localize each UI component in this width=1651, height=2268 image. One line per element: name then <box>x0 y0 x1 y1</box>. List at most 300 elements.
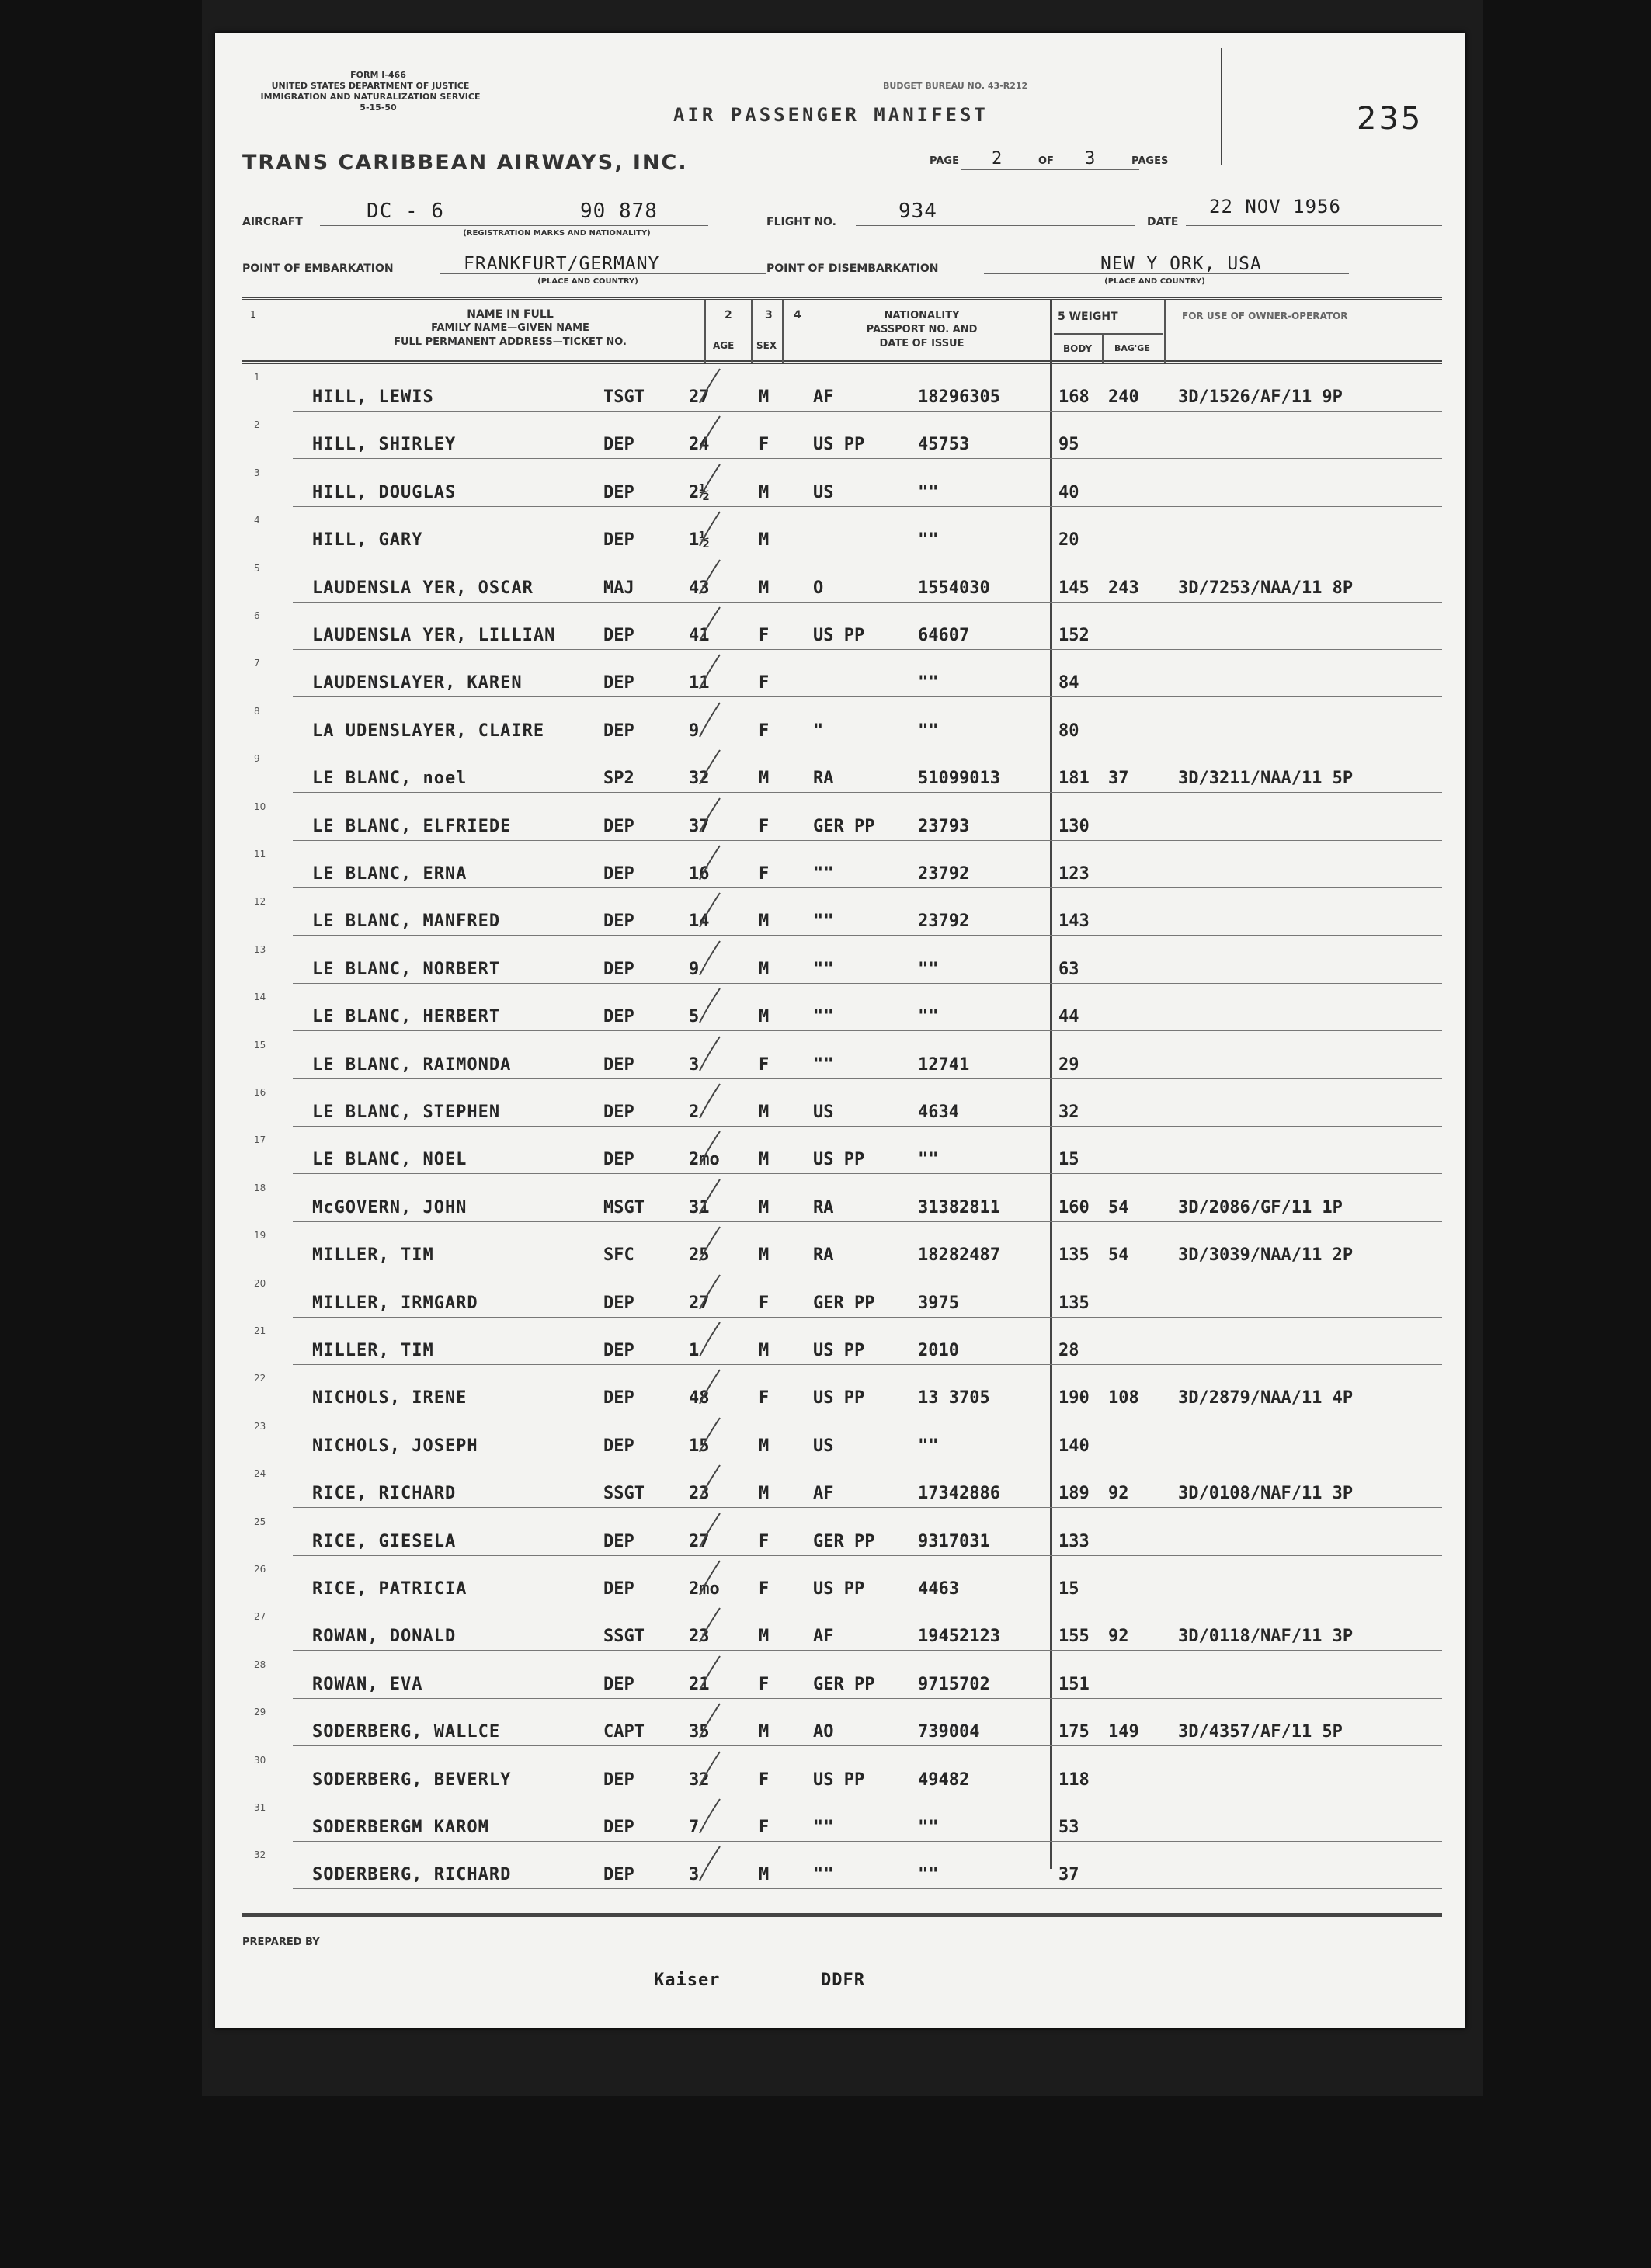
passenger-row <box>215 798 1442 846</box>
body-weight: 28 <box>1058 1341 1079 1360</box>
passenger-passport: 1554030 <box>918 578 990 598</box>
passenger-row <box>215 464 1442 512</box>
passenger-rank: DEP <box>603 673 634 693</box>
row-number: 1 <box>254 372 260 383</box>
passenger-age: 31 <box>689 1197 710 1217</box>
passenger-sex: F <box>759 435 770 455</box>
body-weight: 140 <box>1058 1436 1090 1456</box>
passenger-row <box>215 1275 1442 1322</box>
baggage-weight: 54 <box>1108 1245 1129 1266</box>
col4-l2: PASSPORT NO. AND <box>866 324 978 335</box>
body-weight: 145 <box>1058 578 1090 598</box>
passenger-nationality: "" <box>813 864 834 884</box>
passenger-row <box>215 655 1442 702</box>
passenger-passport: 18296305 <box>918 387 1000 407</box>
passenger-row <box>215 1418 1442 1465</box>
passenger-nationality: O <box>813 578 824 598</box>
passenger-rank: DEP <box>603 1007 634 1027</box>
passenger-name: SODERBERG, RICHARD <box>312 1865 512 1885</box>
body-weight: 63 <box>1058 959 1079 979</box>
passenger-age: 25 <box>689 1245 710 1266</box>
passenger-name: HILL, DOUGLAS <box>312 482 457 502</box>
passenger-row <box>215 560 1442 607</box>
body-weight: 29 <box>1058 1054 1079 1075</box>
col2-age: AGE <box>713 340 735 351</box>
disembarkation-underline <box>984 273 1349 274</box>
passenger-rank: DEP <box>603 1293 634 1313</box>
passenger-age: 27 <box>689 387 710 407</box>
passenger-row <box>215 1037 1442 1084</box>
col4-l3: DATE OF ISSUE <box>879 338 965 349</box>
passenger-name: LA UDENSLAYER, CLAIRE <box>312 721 545 741</box>
passenger-nationality: US PP <box>813 1770 865 1790</box>
passenger-row <box>215 1608 1442 1655</box>
passenger-nationality: "" <box>813 959 834 979</box>
form-date: 5-15-50 <box>360 102 397 113</box>
check-mark-icon <box>697 412 723 457</box>
row-rule <box>293 1507 1442 1508</box>
row-number: 32 <box>254 1849 266 1861</box>
row-rule <box>293 696 1442 697</box>
check-mark-icon <box>697 745 723 790</box>
passenger-name: LE BLANC, NORBERT <box>312 959 501 979</box>
passenger-sex: F <box>759 721 770 741</box>
passenger-passport: 9715702 <box>918 1674 990 1694</box>
prepared-by-org: DDFR <box>821 1971 865 1990</box>
passenger-sex: M <box>759 1436 770 1456</box>
passenger-name: LE BLANC, noel <box>312 769 467 789</box>
form-title: AIR PASSENGER MANIFEST <box>673 104 989 126</box>
col5-body: BODY <box>1063 343 1093 354</box>
passenger-nationality: US PP <box>813 1150 865 1170</box>
row-number: 17 <box>254 1134 266 1146</box>
passenger-name: HILL, SHIRLEY <box>312 435 457 455</box>
passenger-name: RICE, GIESELA <box>312 1531 457 1551</box>
budget-bureau: BUDGET BUREAU NO. 43-R212 <box>883 81 1028 91</box>
row-rule <box>293 887 1442 888</box>
owner-col-rule <box>1164 300 1166 363</box>
aircraft-underline <box>320 225 708 226</box>
passenger-passport: 23792 <box>918 864 970 884</box>
ticket-number: 3D/2879/NAA/11 4P <box>1178 1388 1354 1408</box>
form-department: UNITED STATES DEPARTMENT OF JUSTICE <box>271 81 470 91</box>
passenger-age: 35 <box>689 1722 710 1742</box>
aircraft-label: AIRCRAFT <box>242 216 303 228</box>
ticket-number: 3D/7253/NAA/11 8P <box>1178 578 1354 598</box>
passenger-sex: F <box>759 1388 770 1408</box>
passenger-passport: 739004 <box>918 1722 980 1742</box>
passenger-sex: F <box>759 1770 770 1790</box>
passenger-age: 24 <box>689 435 710 455</box>
passenger-nationality: "" <box>813 1054 834 1075</box>
passenger-sex: M <box>759 530 770 551</box>
passenger-rank: DEP <box>603 1818 634 1837</box>
passenger-row <box>215 750 1442 797</box>
col1-l2: FAMILY NAME—GIVEN NAME <box>431 322 589 334</box>
body-weight: 15 <box>1058 1150 1079 1170</box>
passenger-sex: M <box>759 1341 770 1360</box>
passenger-passport: 4634 <box>918 1103 959 1122</box>
row-rule <box>293 983 1442 984</box>
passenger-age: 2mo <box>689 1150 720 1170</box>
row-number: 29 <box>254 1707 266 1718</box>
passenger-age: 32 <box>689 1770 710 1790</box>
col3-num: 3 <box>765 309 773 321</box>
passenger-passport: 19452123 <box>918 1627 1000 1647</box>
check-mark-icon <box>697 603 723 648</box>
passenger-row <box>215 416 1442 464</box>
passenger-row <box>215 988 1442 1036</box>
body-weight: 32 <box>1058 1103 1079 1122</box>
body-weight: 84 <box>1058 673 1079 693</box>
row-rule <box>293 411 1442 412</box>
passenger-name: LE BLANC, STEPHEN <box>312 1103 501 1122</box>
passenger-rank: DEP <box>603 721 634 741</box>
ticket-number: 3D/1526/AF/11 9P <box>1178 387 1343 407</box>
row-rule <box>293 649 1442 650</box>
passenger-rank: DEP <box>603 1388 634 1408</box>
body-weight: 160 <box>1058 1197 1090 1217</box>
passenger-passport: 45753 <box>918 435 970 455</box>
row-rule <box>293 1841 1442 1842</box>
passenger-age: 15 <box>689 1436 710 1456</box>
prepared-by-name: Kaiser <box>654 1971 721 1990</box>
passenger-passport: "" <box>918 1007 939 1027</box>
passenger-nationality: AF <box>813 1484 834 1504</box>
baggage-weight: 92 <box>1108 1627 1129 1647</box>
passenger-nationality: US PP <box>813 435 865 455</box>
passenger-nationality: GER PP <box>813 816 875 836</box>
body-weight: 118 <box>1058 1770 1090 1790</box>
row-rule <box>293 1888 1442 1889</box>
passenger-sex: M <box>759 1865 770 1885</box>
col4-num: 4 <box>794 309 801 321</box>
passenger-sex: M <box>759 482 770 502</box>
passenger-name: ROWAN, DONALD <box>312 1627 457 1647</box>
row-number: 31 <box>254 1802 266 1813</box>
passenger-nationality: RA <box>813 769 834 789</box>
passenger-passport: 64607 <box>918 626 970 645</box>
body-weight: 123 <box>1058 864 1090 884</box>
row-rule <box>293 602 1442 603</box>
passenger-rank: DEP <box>603 959 634 979</box>
row-number: 11 <box>254 849 266 860</box>
baggage-weight: 149 <box>1108 1722 1139 1742</box>
passenger-age: 27 <box>689 1531 710 1551</box>
check-mark-icon <box>697 1032 723 1077</box>
passenger-sex: M <box>759 1245 770 1266</box>
ticket-number: 3D/0108/NAF/11 3P <box>1178 1484 1354 1504</box>
row-number: 8 <box>254 705 260 717</box>
row-number: 16 <box>254 1087 266 1098</box>
passenger-age: 37 <box>689 816 710 836</box>
passenger-passport: 17342886 <box>918 1484 1000 1504</box>
ticket-number: 3D/3039/NAA/11 2P <box>1178 1245 1354 1266</box>
baggage-weight: 92 <box>1108 1484 1129 1504</box>
check-mark-icon <box>697 1413 723 1458</box>
row-number: 3 <box>254 467 260 478</box>
check-mark-icon <box>697 364 723 409</box>
passenger-nationality: "" <box>813 1007 834 1027</box>
passenger-name: LE BLANC, MANFRED <box>312 912 501 932</box>
manifest-page <box>215 33 1465 2028</box>
passenger-name: LE BLANC, ELFRIEDE <box>312 816 512 836</box>
passenger-sex: F <box>759 1293 770 1313</box>
passenger-rank: TSGT <box>603 387 645 407</box>
passenger-sex: M <box>759 1103 770 1122</box>
passenger-nationality: AF <box>813 1627 834 1647</box>
passenger-rank: DEP <box>603 1436 634 1456</box>
sex-col-rule <box>751 300 753 363</box>
passenger-passport: 31382811 <box>918 1197 1000 1217</box>
check-mark-icon <box>697 1556 723 1601</box>
passenger-sex: M <box>759 1197 770 1217</box>
passenger-passport: 23792 <box>918 912 970 932</box>
passenger-passport: "" <box>918 959 939 979</box>
embarkation-label: POINT OF EMBARKATION <box>242 262 394 275</box>
passenger-nationality: GER PP <box>813 1531 875 1551</box>
age-col-rule <box>704 300 706 363</box>
passenger-age: 9 <box>689 721 700 741</box>
header-top-rule <box>242 297 1442 300</box>
page-number: 235 <box>1357 101 1423 137</box>
passenger-age: 1 <box>689 1341 700 1360</box>
row-rule <box>293 840 1442 841</box>
passenger-name: HILL, LEWIS <box>312 387 434 407</box>
passenger-rank: DEP <box>603 1674 634 1694</box>
col5-weight: 5 WEIGHT <box>1058 311 1118 323</box>
date-label: DATE <box>1147 216 1179 228</box>
passenger-passport: "" <box>918 721 939 741</box>
passenger-name: SODERBERG, WALLCE <box>312 1722 501 1742</box>
passenger-age: 3 <box>689 1865 700 1885</box>
passenger-age: 14 <box>689 912 710 932</box>
passenger-passport: 4463 <box>918 1579 959 1599</box>
passenger-sex: F <box>759 1579 770 1599</box>
body-weight: 175 <box>1058 1722 1090 1742</box>
passenger-sex: M <box>759 578 770 598</box>
airline-name: TRANS CARIBBEAN AIRWAYS, INC. <box>242 151 688 175</box>
passenger-sex: M <box>759 1627 770 1647</box>
body-weight: 80 <box>1058 721 1079 741</box>
passenger-row <box>215 1227 1442 1274</box>
date-underline <box>1186 225 1442 226</box>
passenger-age: 5 <box>689 1007 700 1027</box>
check-mark-icon <box>697 1365 723 1410</box>
passenger-age: 7 <box>689 1818 700 1837</box>
passenger-sex: M <box>759 1484 770 1504</box>
passenger-nationality: GER PP <box>813 1293 875 1313</box>
row-number: 18 <box>254 1182 266 1193</box>
aircraft-type: DC - 6 <box>367 200 444 223</box>
passenger-passport: 2010 <box>918 1341 959 1360</box>
passenger-row <box>215 1179 1442 1227</box>
col1-l1: NAME IN FULL <box>467 308 554 321</box>
passenger-sex: F <box>759 1054 770 1075</box>
passenger-row <box>215 1656 1442 1704</box>
flight-number: 934 <box>898 200 937 223</box>
row-number: 15 <box>254 1039 266 1051</box>
passenger-rank: DEP <box>603 1770 634 1790</box>
row-number: 5 <box>254 562 260 574</box>
page-of-label: OF <box>1038 155 1054 167</box>
passenger-sex: M <box>759 1007 770 1027</box>
passenger-age: 9 <box>689 959 700 979</box>
passenger-rank: MSGT <box>603 1197 645 1217</box>
row-number: 4 <box>254 515 260 526</box>
passenger-age: 3 <box>689 1054 700 1075</box>
passenger-rank: MAJ <box>603 578 634 598</box>
passenger-name: HILL, GARY <box>312 530 423 551</box>
passenger-nationality: US <box>813 1436 834 1456</box>
passenger-passport: "" <box>918 673 939 693</box>
check-mark-icon <box>697 1270 723 1315</box>
col1-l3: FULL PERMANENT ADDRESS—TICKET NO. <box>394 336 627 348</box>
embarkation-caption: (PLACE AND COUNTRY) <box>537 277 638 286</box>
row-number: 25 <box>254 1516 266 1527</box>
body-weight: 37 <box>1058 1865 1079 1885</box>
passenger-sex: M <box>759 959 770 979</box>
passenger-age: 23 <box>689 1627 710 1647</box>
body-weight: 189 <box>1058 1484 1090 1504</box>
body-weight: 155 <box>1058 1627 1090 1647</box>
passenger-passport: "" <box>918 1818 939 1837</box>
embarkation-value: FRANKFURT/GERMANY <box>464 254 660 274</box>
passenger-sex: F <box>759 816 770 836</box>
passenger-rank: DEP <box>603 435 634 455</box>
passenger-row <box>215 369 1442 416</box>
col2-num: 2 <box>725 309 732 321</box>
passenger-age: 2mo <box>689 1579 720 1599</box>
row-number: 2 <box>254 419 260 431</box>
passenger-passport: 23793 <box>918 816 970 836</box>
passenger-sex: M <box>759 769 770 789</box>
row-number: 26 <box>254 1564 266 1575</box>
check-mark-icon <box>697 1222 723 1267</box>
passenger-row <box>215 941 1442 988</box>
passenger-sex: F <box>759 1531 770 1551</box>
row-number: 20 <box>254 1277 266 1289</box>
baggage-weight: 54 <box>1108 1197 1129 1217</box>
passenger-name: RICE, RICHARD <box>312 1484 457 1504</box>
passenger-passport: "" <box>918 530 939 551</box>
row-number: 24 <box>254 1468 266 1480</box>
row-rule <box>293 1078 1442 1079</box>
row-rule <box>293 1126 1442 1127</box>
baggage-weight: 108 <box>1108 1388 1139 1408</box>
passenger-row <box>215 1131 1442 1179</box>
passenger-sex: F <box>759 626 770 645</box>
passenger-row <box>215 1846 1442 1894</box>
ticket-number: 3D/2086/GF/11 1P <box>1178 1197 1343 1217</box>
passenger-row <box>215 1084 1442 1131</box>
passenger-passport: 3975 <box>918 1293 959 1313</box>
passenger-name: MILLER, TIM <box>312 1341 434 1360</box>
passenger-rank: DEP <box>603 1103 634 1122</box>
check-mark-icon <box>697 794 723 839</box>
body-weight: 135 <box>1058 1245 1090 1266</box>
disembarkation-label: POINT OF DISEMBARKATION <box>766 262 939 275</box>
prepared-by-label: PREPARED BY <box>242 1936 320 1948</box>
row-rule <box>293 792 1442 793</box>
passenger-nationality: GER PP <box>813 1674 875 1694</box>
passenger-name: SODERBERG, BEVERLY <box>312 1770 512 1790</box>
passenger-nationality: RA <box>813 1197 834 1217</box>
passenger-age: 43 <box>689 578 710 598</box>
passenger-row <box>215 703 1442 750</box>
passenger-age: 32 <box>689 769 710 789</box>
body-weight: 15 <box>1058 1579 1079 1599</box>
weight-header-rule <box>1054 333 1163 335</box>
flight-underline <box>856 225 1135 226</box>
passenger-rank: DEP <box>603 1341 634 1360</box>
passenger-age: 2½ <box>689 482 710 502</box>
check-mark-icon <box>697 1603 723 1648</box>
passenger-passport: "" <box>918 482 939 502</box>
passenger-sex: F <box>759 1674 770 1694</box>
passenger-rank: DEP <box>603 530 634 551</box>
baggage-col-rule <box>1102 335 1104 363</box>
passenger-name: LAUDENSLA YER, LILLIAN <box>312 626 556 645</box>
body-weight: 152 <box>1058 626 1090 645</box>
check-mark-icon <box>697 1460 723 1506</box>
disembarkation-value: NEW Y ORK, USA <box>1100 254 1262 274</box>
passenger-rank: SP2 <box>603 769 634 789</box>
passenger-passport: 9317031 <box>918 1531 990 1551</box>
row-rule <box>293 1745 1442 1746</box>
col5-baggage: BAG'GE <box>1114 343 1150 353</box>
body-weight: 44 <box>1058 1007 1079 1027</box>
check-mark-icon <box>697 507 723 552</box>
passenger-sex: M <box>759 912 770 932</box>
passenger-age: 41 <box>689 626 710 645</box>
passenger-nationality: US PP <box>813 626 865 645</box>
body-weight: 190 <box>1058 1388 1090 1408</box>
passenger-nationality: "" <box>813 912 834 932</box>
body-weight: 53 <box>1058 1818 1079 1837</box>
row-rule <box>293 1698 1442 1699</box>
row-rule <box>293 935 1442 936</box>
check-mark-icon <box>697 1699 723 1744</box>
passenger-name: LE BLANC, NOEL <box>312 1150 467 1170</box>
row-number: 30 <box>254 1754 266 1766</box>
passenger-passport: "" <box>918 1436 939 1456</box>
passenger-passport: "" <box>918 1150 939 1170</box>
passenger-row <box>215 607 1442 655</box>
passenger-sex: M <box>759 1150 770 1170</box>
page-underline <box>961 169 1139 170</box>
passenger-nationality: US PP <box>813 1579 865 1599</box>
flight-date: 22 NOV 1956 <box>1209 196 1341 217</box>
page-total: 3 <box>1085 149 1097 168</box>
check-mark-icon <box>697 1318 723 1363</box>
check-mark-icon <box>697 1652 723 1697</box>
passenger-name: RICE, PATRICIA <box>312 1579 467 1599</box>
row-rule <box>293 1555 1442 1556</box>
row-rule <box>293 1221 1442 1222</box>
passenger-row <box>215 1799 1442 1846</box>
passenger-name: McGOVERN, JOHN <box>312 1197 467 1217</box>
passenger-name: LE BLANC, ERNA <box>312 864 467 884</box>
passenger-row <box>215 846 1442 893</box>
col6-owner: FOR USE OF OWNER-OPERATOR <box>1182 311 1348 321</box>
nat-col-rule <box>782 300 784 363</box>
passenger-rank: DEP <box>603 816 634 836</box>
check-mark-icon <box>697 1175 723 1220</box>
passenger-age: 1½ <box>689 530 710 551</box>
passenger-sex: F <box>759 1818 770 1837</box>
row-number: 19 <box>254 1230 266 1242</box>
